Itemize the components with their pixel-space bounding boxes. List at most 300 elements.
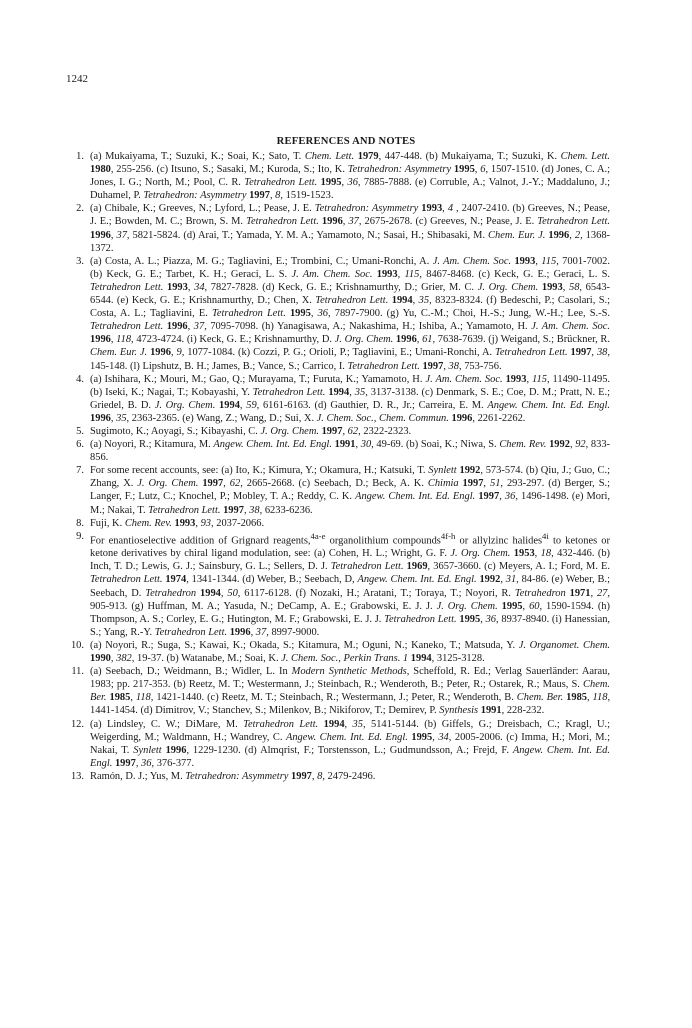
reference-text: , 7885-7888. (e) Corruble, A.; Valnot, J.-Y.; Maddaluno, J.; Duhamel, P. [90,177,611,202]
journal-or-volume: 31 [505,574,517,586]
publication-year: 1996 [90,229,111,241]
reference-number: 13. [70,770,84,782]
reference-text: , 8323-8324. (f) Bedeschi, P.; Casolari, S.; Costa, A. L.; Tagliavini, E. [90,295,611,320]
reference-item [76,255,611,373]
journal-or-volume: 27 [596,587,608,599]
reference-text: , [499,491,505,503]
journal-or-volume: 35 [352,718,363,730]
publication-year: 1997 [422,360,444,372]
reference-item [76,425,610,438]
reference-text: , 2261-2262. [472,412,526,424]
publication-year: 1985 [109,692,131,704]
reference-text: , [534,548,541,560]
journal-or-volume: Chem. Rev. [124,517,172,529]
reference-text: , 2322-2323. [358,425,412,437]
journal-or-volume: Tetrahedron: Asymmetry [347,164,452,176]
publication-year: 1980 [90,164,111,176]
citation-superscript: 4a-e [310,530,326,541]
journal-or-volume: 8 [317,770,323,782]
publication-year: 1985 [566,692,587,704]
reference-text: , [250,626,256,638]
reference-text: , 8997-9000. [266,626,320,638]
reference-text: , [311,770,318,782]
publication-year: 1994 [219,399,240,411]
journal-or-volume: 38 [448,360,459,372]
reference-text: , 11490-11495. (b) Iseki, K.; Nagai, T.; Kobayashi, Y. [90,373,611,398]
journal-or-volume: Tetrahedron Lett. [330,561,404,573]
reference-text: , 8467-8468. (c) Keck, G. E.; Geraci, L. S. [419,268,610,280]
journal-or-volume: J. Organomet. Chem. [518,639,610,651]
citation-superscript: 4i [542,530,549,541]
journal-or-volume: 36 [504,491,516,503]
publication-year: 1996 [165,744,187,756]
publication-year: 1991 [334,439,356,451]
publication-year: 1992 [549,439,570,451]
reference-text: , 7638-7639. (j) Weigand, S.; Brückner, R. [432,334,611,346]
reference-text: , [522,600,530,612]
reference-text: (a) Ishihara, K.; Mouri, M.; Gao, Q.; Murayama, T.; Furuta, K.; Yamamoto, H. [90,373,426,385]
reference-text: (a) Noyori, R.; Suga, S.; Kawai, K.; Okada, S.; Kitamura, M.; Oguni, N.; Kaneko, T.; Matsuda, Y. [90,639,519,651]
section-heading: REFERENCES AND NOTES [276,136,416,147]
journal-or-volume: 36 [347,177,358,189]
journal-or-volume: 118 [116,334,132,346]
reference-number: 3. [76,255,84,267]
reference-number: 2. [76,203,84,215]
reference-text: , 6117-6128. (f) Nozaki, H.; Aratani, T.; Toraya, T.; Noyori, R. [237,587,515,599]
publication-year: 1996 [321,216,343,228]
reference-text: , 2005-2006. (c) Imma, H.; Mori, M.; Nakai, T. [90,731,611,756]
journal-or-volume: Tetrahedron Lett. [252,386,326,398]
journal-or-volume: 9 [176,347,182,359]
page-number: 1242 [66,73,88,85]
journal-or-volume: 37 [255,626,267,638]
reference-text: , 5821-5824. (d) Arai, T.; Yamada, Y. M. A.; Yamamoto, N.; Sasai, H.; Shibasaki, M. [126,229,489,241]
reference-text: , 1229-1230. (d) Almqrist, F.; Torstensson, L.; Gudmundsson, A.; Frejd, F. [186,744,513,756]
reference-text: , [500,574,506,586]
journal-or-volume: 93 [200,517,211,529]
reference-text: , [220,587,228,599]
reference-text: , 8937-8940. (i) Hanessian, S.; Yang, R.-Y. [90,613,611,638]
journal-or-volume: J. Chem. Soc., Perkin Trans. 1 [281,653,409,665]
journal-or-volume: 30 [360,439,372,451]
reference-text: (a) Mukaiyama, T.; Suzuki, K.; Soai, K.; Sato, T. [90,151,305,162]
publication-year: 1993 [514,255,536,267]
journal-or-volume: 92 [575,439,586,451]
reference-text: , [587,692,593,704]
journal-or-volume: J. Org. Chem. [154,399,216,411]
reference-text: , 84-86. (e) Weber, B.; Seebach, D. [90,574,611,599]
reference-text: , [591,347,597,359]
reference-number: 11. [71,666,84,678]
reference-text: , [355,439,361,451]
journal-or-volume: 35 [116,412,127,424]
publication-year: 1997 [249,190,270,202]
publication-year: 1997 [570,347,592,359]
journal-or-volume: Tetrahedron Lett. [347,360,420,372]
journal-or-volume: Angew. Chem. Int. Ed. Engl. [90,744,611,769]
journal-or-volume: Tetrahedron Lett. [244,177,318,189]
publication-year: 1993 [421,203,443,215]
journal-or-volume: Tetrahedron Lett. [90,321,164,333]
reference-text: , 447-448. (b) Mukaiyama, T.; Suzuki, K. [378,151,561,162]
reference-item [70,718,611,770]
journal-or-volume: 38 [249,504,260,516]
publication-year: 1996 [166,321,188,333]
reference-text: , 432-446. (b) Inch, T. D.; Lewis, G. J.; Sainsbury, G. L.; Sellers, D. J. [90,548,611,573]
reference-text: , 2037-2066. [211,517,265,529]
reference-number: 7. [76,465,84,477]
journal-or-volume: Tetrahedron Lett. [148,504,221,516]
publication-year: 1993 [166,281,188,293]
journal-or-volume: J. Am. Chem. Soc. [432,255,512,267]
reference-text: , 6233-6236. [259,504,313,516]
reference-text: , [130,692,136,704]
journal-or-volume: 59 [246,399,257,411]
publication-year: 1996 [548,229,570,241]
journal-or-volume: J. Chem. Soc., Chem. Commun. [316,412,449,424]
reference-text: , [342,425,348,437]
reference-text: , 1441-1454. (d) Dimitrov, V.; Stanchev, S.; Milenkov, B.; Nikiforov, T.; Demirev, P. [90,692,611,717]
reference-text: , 3657-3660. (c) Meyers, A. I.; Ford, M. E. [427,561,611,573]
reference-text: (a) Costa, A. L.; Piazza, M. G.; Tagliavini, E.; Trombini, C.; Umani-Ronchi, A. [90,255,433,267]
publication-year: 1997 [114,757,136,769]
reference-text: , [432,731,439,743]
journal-or-volume: 60 [529,600,540,612]
journal-or-volume: Tetrahedron Lett. [243,718,319,730]
journal-or-volume: 36 [485,613,497,625]
reference-number: 8. [76,517,84,529]
journal-or-volume: Synthesis [439,705,479,717]
reference-text: , [110,334,117,346]
reference-text: , [442,203,448,215]
journal-or-volume: 37 [116,229,127,241]
journal-or-volume: Chem. Eur. J. [90,347,148,359]
publication-year: 1994 [323,718,345,730]
journal-or-volume: J. Org. Chem. [334,334,394,346]
journal-or-volume: J. Am. Chem. Soc. [531,321,611,333]
journal-or-volume: 36 [141,757,152,769]
reference-item [70,770,610,783]
reference-text: , [480,613,486,625]
journal-or-volume: Angew. Chem. Int. Ed. Engl. [487,399,611,411]
reference-text: , 5141-5144. (b) Giffels, G.; Dreisbach, C.; Kragl, U.; Weigerding, M.; Waldmann, H.; Wandrey, C. [90,718,611,743]
reference-text: , [110,653,117,665]
reference-text: , 6161-6163. (d) Gauthier, D. R., Jr.; Carreira, E. M. [256,399,488,411]
publication-year: 1993 [541,281,563,293]
journal-or-volume: J. Org. Chem. [260,425,319,437]
reference-text: , 1507-1510. (d) Jones, C. A.; Jones, I. G.; North, M.; Pool, C. R. [90,164,611,189]
reference-text: , [195,517,201,529]
reference-text: , 4723-4724. (i) Keck, G. E.; Krishnamurthy, D. [131,334,335,346]
references-list [70,150,611,783]
journal-or-volume: 58 [568,281,580,293]
journal-or-volume: 4 [447,203,454,215]
journal-or-volume: 61 [422,334,433,346]
reference-text: , [110,229,117,241]
journal-or-volume: 62 [229,478,241,490]
journal-or-volume: 2 [574,229,581,241]
publication-year: 1992 [459,465,481,477]
reference-number: 9. [76,530,84,542]
journal-or-volume: Chem. Eur. J. [488,229,546,241]
reference-text: , 19-37. (b) Watanabe, M.; Soai, K. [131,653,282,665]
journal-or-volume: 35 [418,295,430,307]
reference-text: , [187,281,195,293]
journal-or-volume: 115 [541,255,557,267]
reference-text: , [243,504,250,516]
journal-or-volume: 18 [540,548,552,560]
reference-item [76,373,611,425]
reference-text: , [135,757,142,769]
journal-or-volume: Tetrahedron: Asymmetry [143,190,247,202]
reference-text: , [416,334,423,346]
journal-or-volume: J. Org. Chem. [450,548,511,560]
reference-item [71,665,611,717]
reference-text: , 255-256. (c) Itsuno, S.; Sasaki, M.; Kuroda, S.; Ito, K. [110,164,348,176]
publication-year: 1995 [320,177,342,189]
reference-text: , 6543-6544. (e) Keck, G. E.; Krishnamurthy, D.; Chen, X. [90,281,611,307]
publication-year: 1995 [459,613,481,625]
publication-year: 1997 [321,425,343,437]
reference-text: (a) Seebach, D.; Weidmann, B.; Widler, L. In [90,666,292,678]
reference-text: , 7897-7900. (g) Yu, C.-M.; Choi, H.-S.; Jung, W.-H.; Lee, S.-S. [328,308,611,320]
journal-or-volume: J. Am. Chem. Soc. [291,268,373,280]
reference-item [76,464,611,516]
reference-item [76,517,610,530]
journal-or-volume: Tetrahedron Lett. [495,347,568,359]
journal-or-volume: Tetrahedron Lett. [90,281,164,293]
journal-or-volume: 36 [317,308,328,320]
reference-text: , [483,478,490,490]
journal-or-volume: Chem. Ber. [516,692,564,704]
journal-or-volume: J. Org. Chem. [436,600,498,612]
reference-text: (a) Lindsley, C. W.; DiMare, M. [90,718,244,730]
reference-text: , [349,386,355,398]
reference-text: , 833-856. [90,439,611,464]
reference-text: , [187,321,194,333]
publication-year: 1969 [406,561,428,573]
journal-or-volume: Tetrahedron Lett. [537,216,610,228]
reference-text: , [590,587,597,599]
journal-or-volume: Tetrahedron [514,587,566,599]
reference-text: , 2479-2496. [322,770,376,782]
reference-text: , 3125-3128. [431,653,485,665]
reference-text: , [535,255,542,267]
journal-or-volume: 62 [347,425,359,437]
reference-text: For some recent accounts, see: (a) Ito, K.; Kimura, Y.; Okamura, H.; Katsuki, T. [90,465,429,477]
reference-text: , 1519-1523. [280,190,334,202]
journal-or-volume: 382 [116,653,132,665]
journal-or-volume: Chem. Ber. [90,679,610,704]
reference-text: , 145-148. (l) Lipshutz, B. H.; James, B.; Vance, S.; Carrico, I. [90,347,610,372]
journal-or-volume: Tetrahedron Lett. [212,308,286,320]
journal-or-volume: 37 [193,321,205,333]
publication-year: 1991 [480,705,502,717]
reference-text: Ramón, D. J.; Yus, M. [90,770,186,782]
reference-text: , [443,360,449,372]
journal-or-volume: 118 [135,692,151,704]
publication-year: 1997 [202,478,224,490]
reference-text: , 3137-3138. (c) Denmark, S. E.; Coe, D. M.; Pratt, N. E.; Griedel, B. D. [90,386,610,411]
publication-year: 1974 [165,574,187,586]
publication-year: 1994 [200,587,221,599]
publication-year: 1997 [223,504,244,516]
reference-text: , 1421-1440. (c) Reetz, M. T.; Steinbach, R.; Westermann, J.; Peter, R.; Wenderoth, B. [150,692,517,704]
journal-or-volume: Synlett [428,465,457,477]
journal-or-volume: Tetrahedron Lett. [154,626,228,638]
reference-text: , 1341-1344. (d) Weber, B.; Seebach, D, [186,574,358,586]
reference-text: , 7001-7002. (b) Keck, G. E.; Tarbet, K. H.; Geraci, L. S. [90,255,611,280]
reference-text: , [569,229,575,241]
publication-year: 1990 [90,653,111,665]
journal-or-volume: Chem. Rev. [499,439,547,451]
reference-text: , [110,412,117,424]
journal-or-volume: 6 [480,164,486,176]
publication-year: 1979 [357,151,379,162]
reference-text: (a) Chibale, K.; Greeves, N.; Lyford, L.; Pease, J. E. [90,203,315,215]
journal-or-volume: Chem. Lett. [304,151,355,162]
journal-or-volume: Chem. Lett. [560,151,610,162]
reference-text: , [342,216,349,228]
journal-or-volume: Tetrahedron: Asymmetry [314,203,419,215]
reference-text: Sugimoto, K.; Aoyagi, S.; Kibayashi, C. [90,425,261,437]
reference-text: , 228-232. [501,705,545,717]
publication-year: 1993 [505,373,527,385]
journal-or-volume: 38 [596,347,608,359]
reference-text: , 2363-2365. (e) Wang, Z.; Wang, D.; Sui, X. [126,412,317,424]
publication-year: 1996 [150,347,171,359]
journal-or-volume: 118 [592,692,608,704]
journal-or-volume: Angew. Chem. Int. Ed. Engl. [355,491,476,503]
reference-item [76,530,611,639]
reference-text: , [526,373,533,385]
reference-text: , [474,164,481,176]
journal-or-volume: 34 [194,281,205,293]
journal-or-volume: 34 [438,731,449,743]
journal-or-volume: Tetrahedron Lett. [315,295,389,307]
reference-text: , 7827-7828. (d) Keck, G. E.; Krishnamurthy, D.; Grier, M. C. [204,281,478,293]
reference-text: , Scheffold, R. Ed.; Verlag Sauerländer: Aarau, 1983; pp. 217-353. (b) Reetz, M. T.; Westermann, J.; Steinbach, R.; Wenderoth, B.; Peter, R.; Ostarek, R.; Maus, S. [90,666,610,691]
publication-year: 1993 [174,517,196,529]
reference-text: , 2407-2410. (b) Greeves, N.; Pease, J. E.; Bowden, M. C.; Brown, S. M. [90,203,611,228]
reference-text: to ketones or ketone derivatives by chiral ligand modulation, see: (a) Cohen, H. L.; Wright, G. F. [90,535,610,560]
reference-text: , 376-377. [151,757,195,769]
reference-text: , [344,718,353,730]
publication-year: 1994 [328,386,350,398]
reference-number: 5. [76,425,84,437]
publication-year: 1994 [391,295,413,307]
publication-year: 1992 [479,574,501,586]
journal-or-volume: 35 [354,386,366,398]
publication-year: 1995 [453,164,475,176]
reference-text: , [170,347,177,359]
journal-or-volume: Angew. Chem. Int. Ed. Engl. [213,439,332,451]
reference-text: , [397,268,405,280]
journal-or-volume: Chimia [427,478,459,490]
reference-text: , [562,281,569,293]
reference-text: , 573-574. (b) Qiu, J.; Guo, C.; Zhang, X. [90,465,610,490]
reference-text: or allylzinc halides [455,535,543,547]
reference-item [76,438,611,464]
reference-text: , 1077-1084. (k) Cozzi, P. G.; Orioli, P.; Tagliavini, E.; Umani-Ronchi, A. [181,347,496,359]
publication-year: 1996 [229,626,251,638]
reference-item [70,639,610,665]
publication-year: 1997 [291,770,312,782]
journal-or-volume: 115 [404,268,420,280]
publication-year: 1993 [376,268,398,280]
reference-text: , [239,399,247,411]
journal-or-volume: 50 [227,587,238,599]
reference-text: , [269,190,276,202]
reference-text: , 7095-7098. (h) Yanagisawa, A.; Nakashima, H.; Ishiba, A.; Yamamoto, H. [204,321,532,333]
journal-or-volume: 51 [489,478,501,490]
reference-text: , [569,439,576,451]
reference-text: , 2675-2678. (c) Greeves, N.; Pease, J. E. [358,216,538,228]
reference-text: For enantioselective addition of Grignard reagents, [90,535,311,547]
reference-text: , 49-69. (b) Soai, K.; Niwa, S. [371,439,500,451]
publication-year: 1997 [462,478,484,490]
reference-text: , 1496-1498. (e) Mori, M.; Nakai, T. [90,491,611,516]
journal-or-volume: Tetrahedron Lett. [384,613,457,625]
reference-number: 12. [70,718,84,730]
reference-number: 6. [76,439,84,451]
journal-or-volume: J. Org. Chem. [477,281,539,293]
reference-text: , 753-756. [458,360,502,372]
reference-text: , [223,478,230,490]
journal-or-volume: 115 [532,373,547,385]
journal-or-volume: Tetrahedron [145,587,197,599]
publication-year: 1971 [569,587,591,599]
reference-text: , 1368-1372. [90,229,611,254]
reference-item [76,150,611,202]
journal-or-volume: Tetrahedron Lett. [246,216,319,228]
journal-or-volume: J. Am. Chem. Soc. [425,373,503,385]
reference-text: , [412,295,419,307]
publication-year: 1995 [289,308,311,320]
journal-or-volume: Angew. Chem. Int. Ed. Engl. [285,731,408,743]
publication-year: 1994 [410,653,432,665]
journal-or-volume: Tetrahedron Lett. [90,574,163,586]
journal-or-volume: Modern Synthetic Methods [291,666,407,678]
publication-year: 1996 [90,334,111,346]
publication-year: 1996 [90,412,111,424]
citation-superscript: 4f-h [440,530,456,541]
journal-or-volume: 37 [348,216,359,228]
publication-year: 1953 [513,548,535,560]
journal-or-volume: Angew. Chem. Int. Ed. Engl. [357,574,477,586]
reference-number: 4. [76,373,84,385]
reference-text: , [341,177,348,189]
journal-or-volume: Synlett [133,744,162,756]
reference-number: 10. [70,639,84,651]
journal-or-volume: J. Org. Chem. [137,478,199,490]
reference-text: , 905-913. (g) Huffman, M. A.; Yasuda, N.; DeCamp, A. E.; Grabowski, E. J. J. [90,587,610,612]
reference-text: , 293-297. (d) Berger, S.; Langer, F.; Lutz, C.; Knochel, P.; Mobley, T. A.; Reddy, C. K. [90,478,611,503]
reference-text: Fuji, K. [90,517,125,529]
publication-year: 1997 [478,491,500,503]
publication-year: 1995 [501,600,523,612]
publication-year: 1996 [451,412,473,424]
reference-text: , 2665-2668. (c) Seebach, D.; Beck, A. K. [240,478,428,490]
reference-item [76,202,611,254]
reference-text: organolithium compounds [325,535,441,547]
publication-year: 1995 [411,731,433,743]
reference-text: , [310,308,318,320]
publication-year: 1996 [395,334,417,346]
reference-number: 1. [76,151,84,162]
journal-or-volume: 8 [275,190,281,202]
reference-text: (a) Noyori, R.; Kitamura, M. [90,439,214,451]
